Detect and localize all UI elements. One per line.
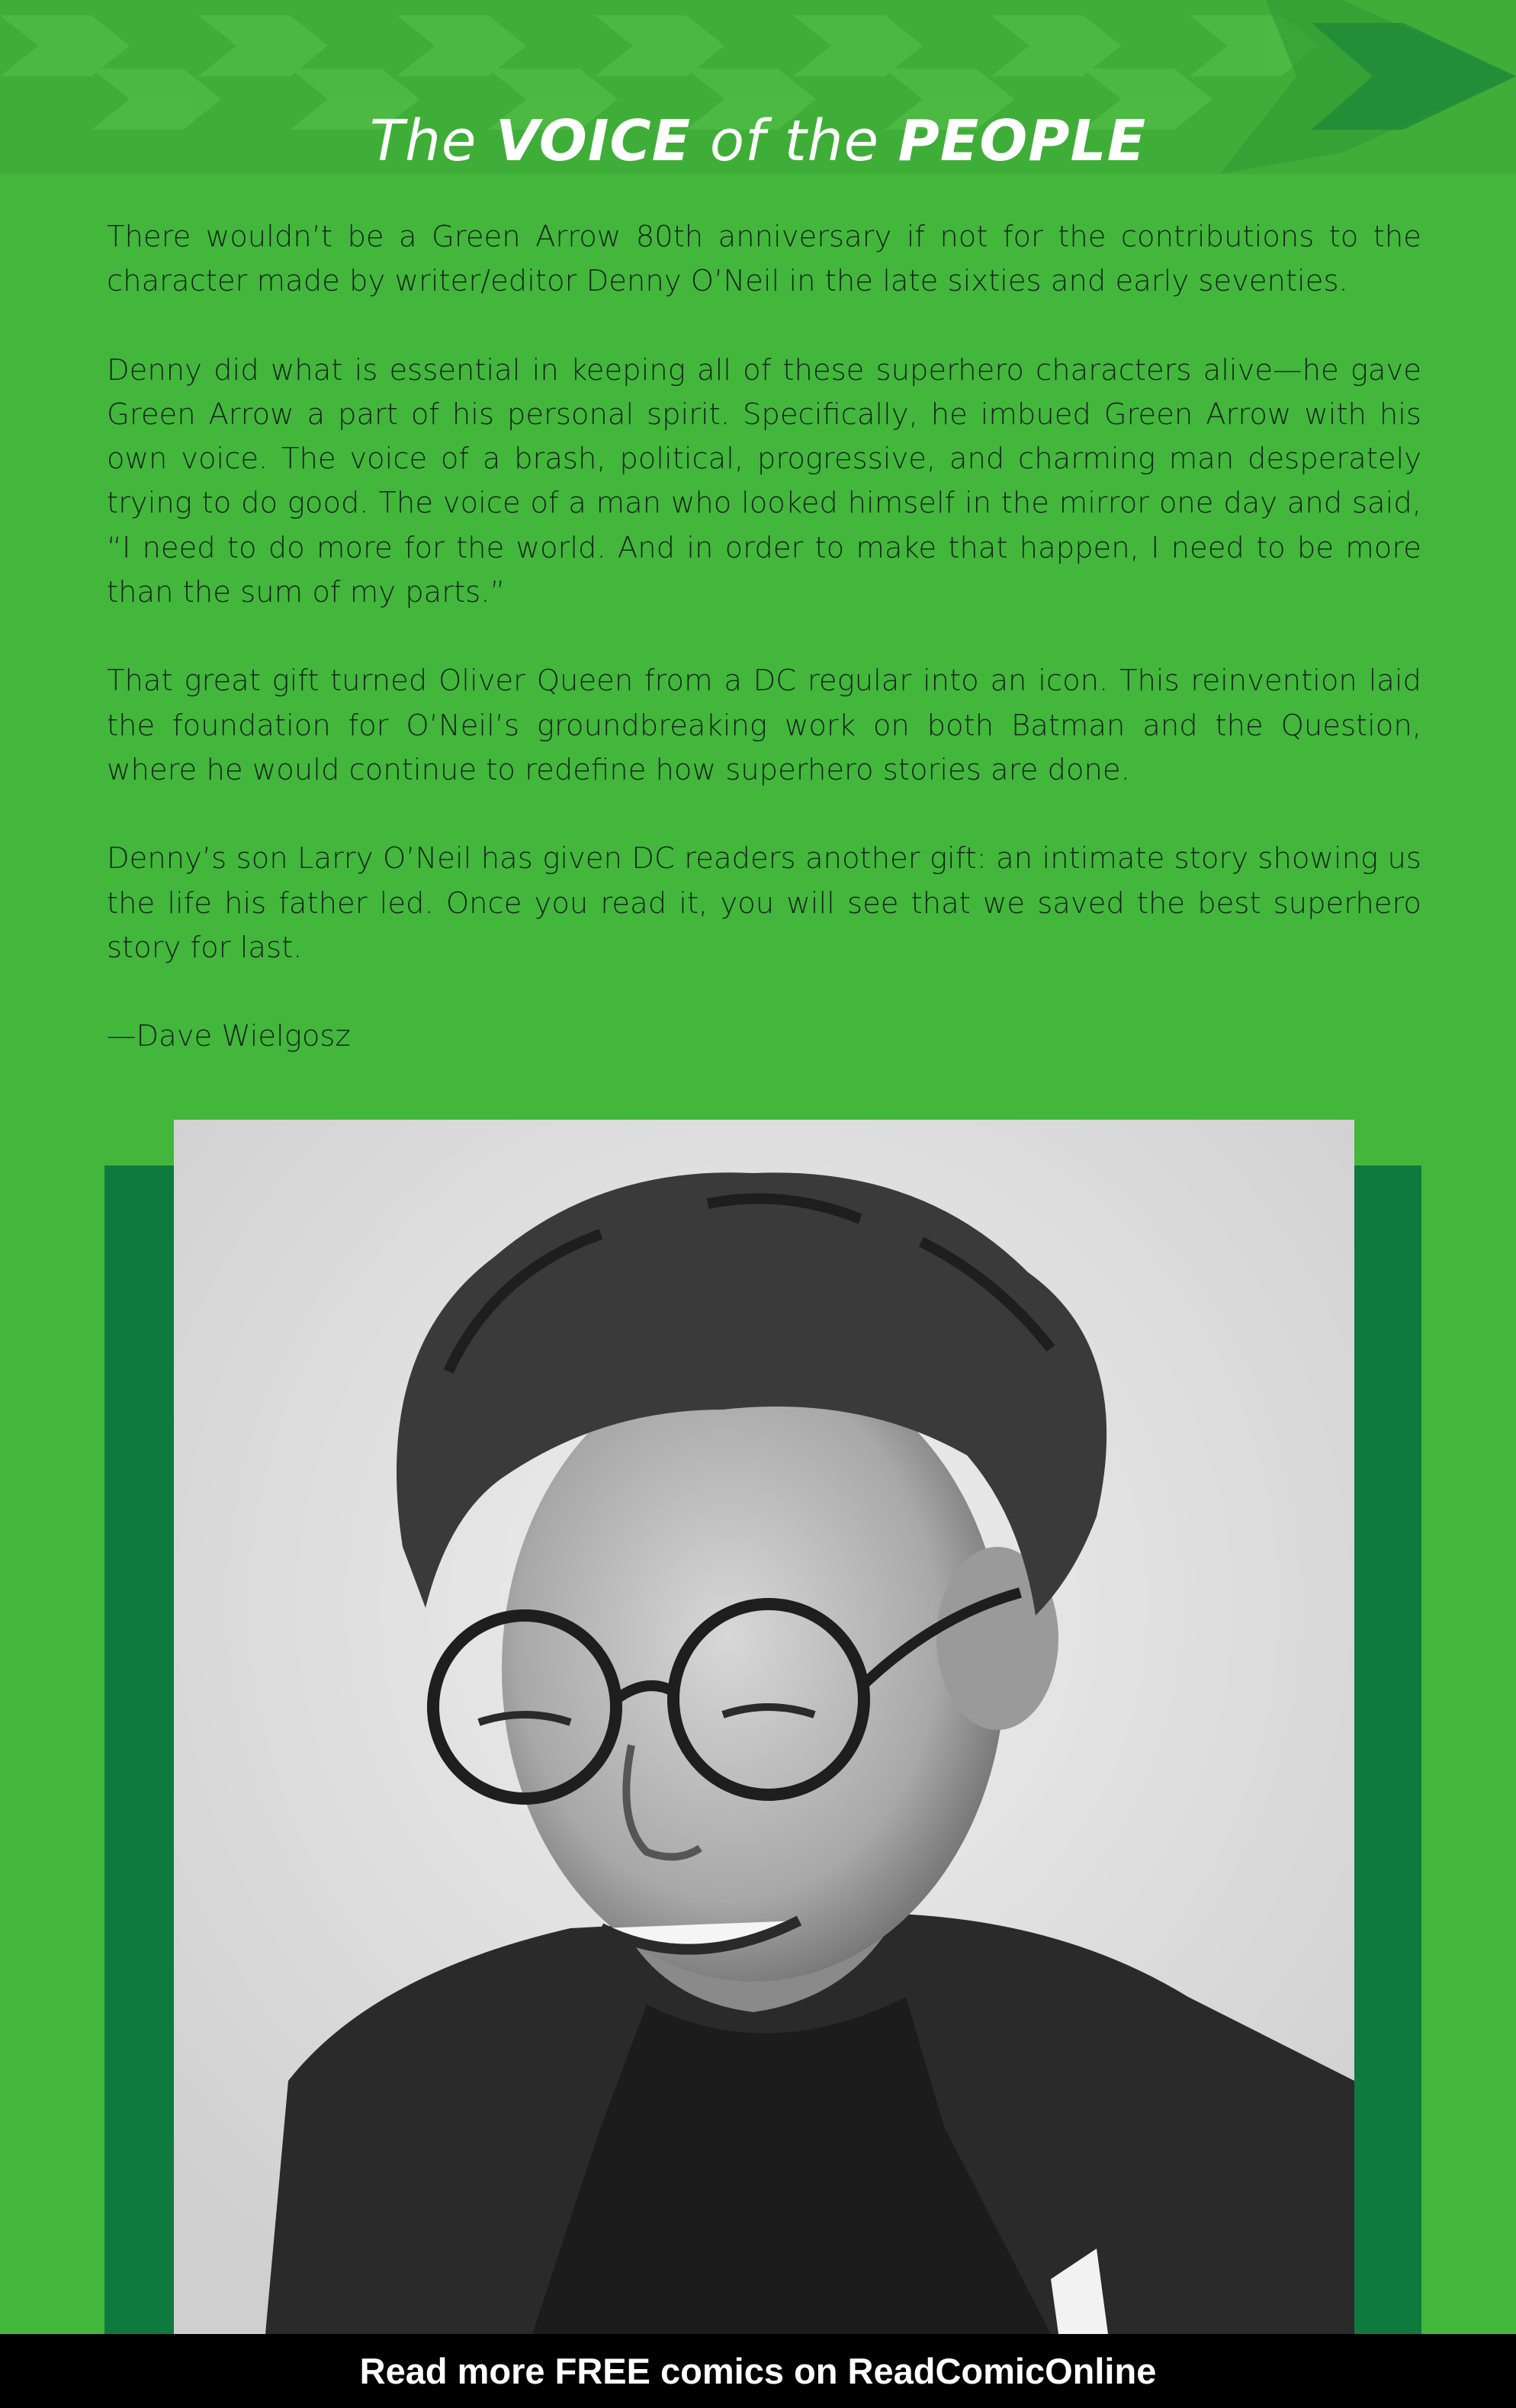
paragraph-1: There wouldn’t be a Green Arrow 80th anniversary if not for the contributions to the character made by writer/editor Denny O’Neil in the late sixties and early seventies.: [107, 220, 1421, 299]
title-part-the: The: [369, 108, 496, 174]
paragraph-3: That great gift turned Oliver Queen from a DC regular into an icon. This reinvention laid the foundation for O’Neil’s groundbreaking work on both Batman and the Question, where he would continue to redefine how superhero stories are done.: [107, 664, 1421, 787]
header-banner: [0, 0, 1516, 174]
portrait-illustration: [174, 1120, 1354, 2334]
title-part-voice: VOICE: [495, 108, 692, 174]
title-part-of-the: of the: [691, 108, 898, 174]
author-signature: —Dave Wielgosz: [107, 1019, 351, 1054]
author-portrait-photo: [174, 1120, 1354, 2334]
page-title: [0, 108, 1516, 174]
article-body: [107, 215, 1421, 1103]
footer-banner: [0, 2334, 1516, 2408]
paragraph-2: Denny did what is essential in keeping all of these superhero characters alive—he gave Green Arrow a part of his personal spirit. Specifically, he imbued Green Arrow with his own voice. The voice of a brash, political, progressive, and charming man desperately trying to do good. The voice of a man who looked himself in the mirror one day and said, “I need to do more for the world. And in order to make that happen, I need to be more than the sum of my parts.”: [107, 352, 1421, 610]
title-part-people: PEOPLE: [898, 108, 1147, 174]
paragraph-4: Denny’s son Larry O’Neil has given DC readers another gift: an intimate story showing us the life his father led. Once you read it, you will see that we saved the best superhero story for last.: [107, 841, 1421, 965]
footer-text: Read more FREE comics on ReadComicOnline: [359, 2351, 1157, 2391]
